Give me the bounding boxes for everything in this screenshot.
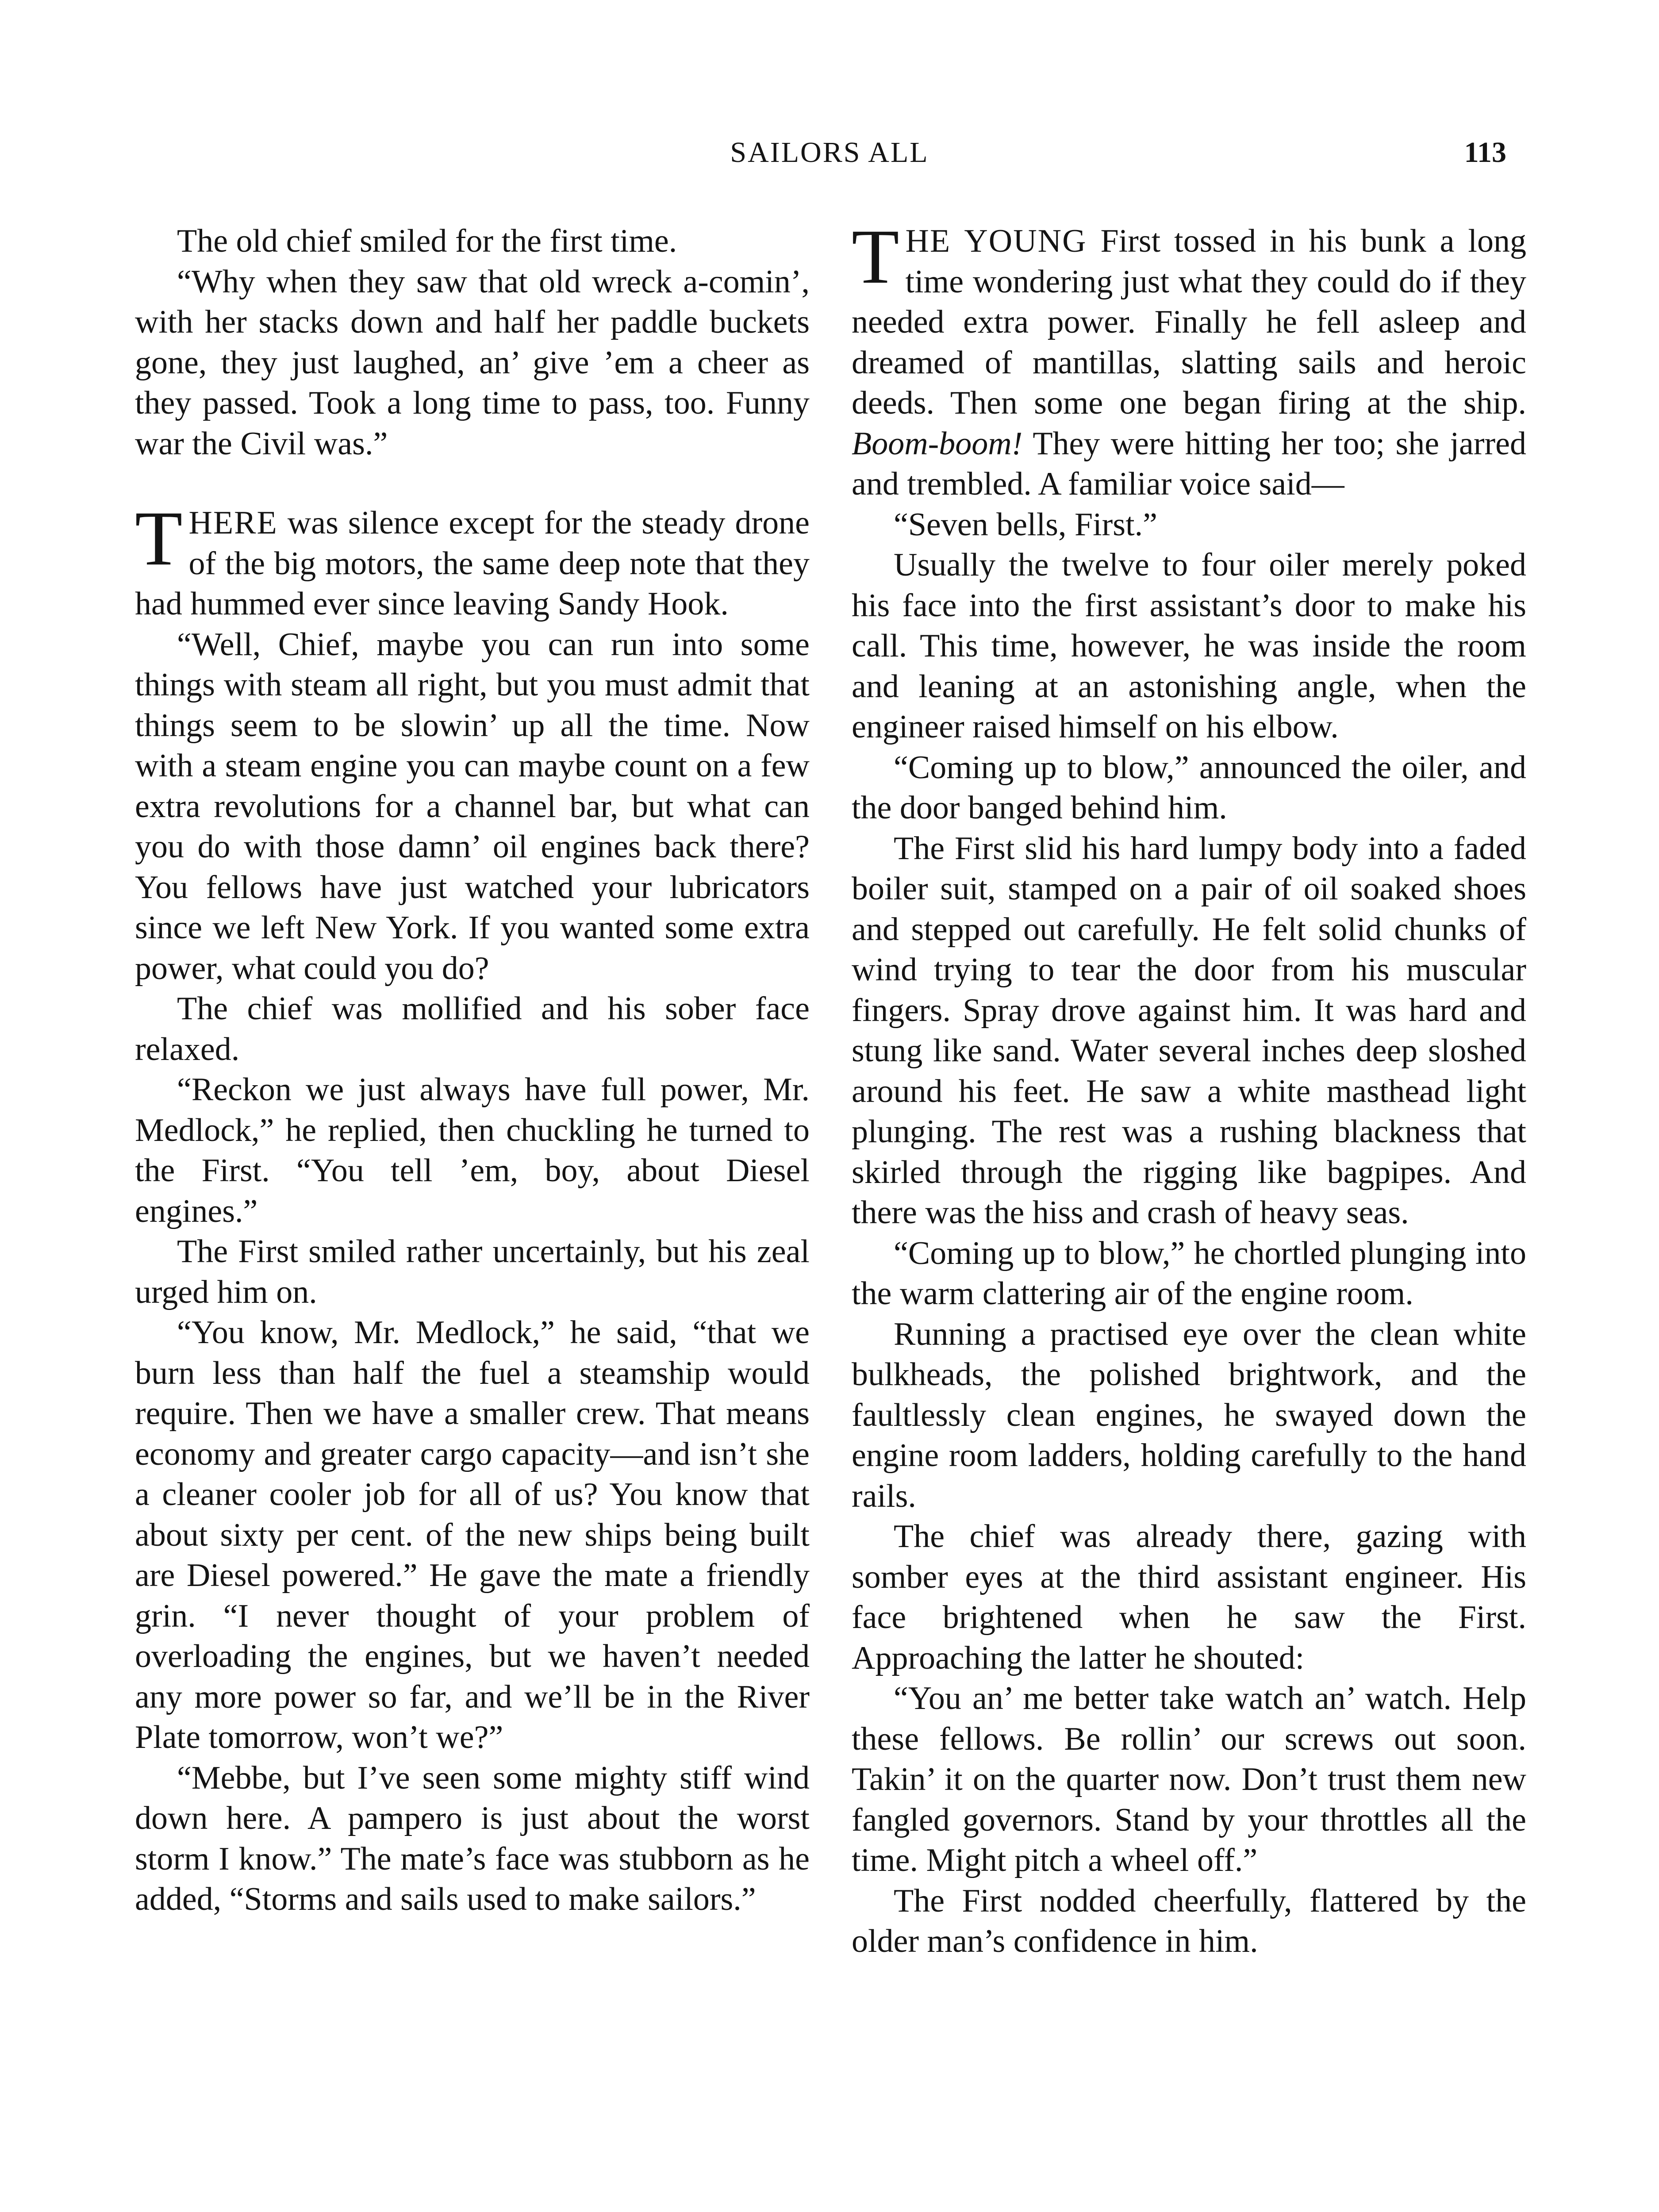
paragraph: The chief was already there, gazing with somber eyes at the third assistant engineer. His face brightened when he saw the First. Approaching the latter he shouted:: [852, 1518, 1526, 1676]
lead-in-caps: HE YOUNG: [905, 223, 1087, 259]
paragraph: “Mebbe, but I’ve seen some mighty stiff wind down here. A pampero is just about the worst storm I know.” The mate’s face was stubborn as he added, “Storms and sails used to make sailors.”: [135, 1759, 810, 1917]
paragraph: “Well, Chief, maybe you can run into some things with steam all right, but you must admit that things seem to be slowin’ up all the time. Now with a steam engine you can maybe count on a few extra revolutions for a channel bar, but what can you do with those damn’ oil engines back there? You fellows have just watched your lubricators since we left New York. If you wanted some extra power, what could you do?: [135, 626, 810, 987]
drop-cap: T: [135, 495, 183, 582]
paragraph-text: They were hitting her too; she jarred and trembled. A familiar voice said—: [852, 425, 1526, 502]
paragraph: The First nodded cheerfully, flattered by the older man’s confidence in him.: [852, 1882, 1526, 1959]
paragraph: “Why when they saw that old wreck a-comin’, with her stacks down and half her paddle buckets gone, they just laughed, an’ give ’em a cheer as they passed. Took a long time to pass, too. Funny war the Civil was.”: [135, 263, 810, 462]
paragraph: Usually the twelve to four oiler merely poked his face into the first assistant’s door to make his call. This time, however, he was inside the room and leaning at an astonishing angle, when the engineer raised himself on his elbow.: [852, 547, 1526, 745]
paragraph-text: First tossed in his bunk a long time wondering just what they could do if they needed extra power. Finally he fell asleep and dreamed of mantillas, slatting sails and heroic deeds. Then some one began firing at the ship.: [852, 223, 1526, 421]
paragraph: “Seven bells, First.”: [894, 506, 1158, 543]
paragraph: The old chief smiled for the first time.: [177, 223, 677, 259]
section-opening-paragraph: [135, 495, 810, 625]
drop-cap: T: [852, 221, 899, 300]
paragraph: Running a practised eye over the clean white bulkheads, the polished brightwork, and the faultlessly clean engines, he swayed down the engine room ladders, holding carefully to the hand rails.: [852, 1316, 1526, 1514]
paragraph: “Coming up to blow,” announced the oiler, and the door banged behind him.: [852, 749, 1526, 826]
paragraph: “Coming up to blow,” he chortled plunging into the warm clattering air of the engine room.: [852, 1235, 1526, 1312]
running-title: SAILORS ALL: [730, 136, 929, 169]
running-head: [0, 133, 1659, 173]
paragraph: “You know, Mr. Medlock,” he said, “that we burn less than half the fuel a steamship would require. Then we have a smaller crew. That means economy and greater cargo capacity—and isn’t she a cleaner cooler job for all of us? You know that about sixty per cent. of the new ships being built are Diesel powered.” He gave the mate a friendly grin. “I never thought of your problem of overloading the engines, but we haven’t needed any more power so far, and we’ll be in the River Plate tomorrow, won’t we?”: [135, 1314, 810, 1755]
section-opening-paragraph: [852, 221, 1526, 505]
lead-in-caps: HERE: [188, 505, 278, 541]
italic-text: Boom-boom!: [852, 425, 1023, 462]
paragraph: The First smiled rather uncertainly, but his zeal urged him on.: [135, 1233, 810, 1310]
paragraph-text: was silence except for the steady drone of the big motors, the same deep note that they had hummed ever since leaving Sandy Hook.: [135, 505, 810, 622]
paragraph: “You an’ me better take watch an’ watch. Help these fellows. Be rollin’ our screws out soon. Takin’ it on the quarter now. Don’t trust them new fangled governors. Stand by your throttles all the time. Might pitch a wheel off.”: [852, 1680, 1526, 1878]
left-column: [135, 221, 810, 2212]
paragraph: The chief was mollified and his sober face relaxed.: [135, 991, 810, 1068]
paragraph: “Reckon we just always have full power, Mr. Medlock,” he replied, then chuckling he turned to the First. “You tell ’em, boy, about Diesel engines.”: [135, 1071, 810, 1229]
paragraph: The First slid his hard lumpy body into a faded boiler suit, stamped on a pair of oil soaked shoes and stepped out carefully. He felt solid chunks of wind trying to tear the door from his muscular fingers. Spray drove against him. It was hard and stung like sand. Water several inches deep sloshed around his feet. He saw a white masthead light plunging. The rest was a rushing blackness that skirled through the rigging like bagpipes. And there was the hiss and crash of heavy seas.: [852, 830, 1526, 1231]
right-column: [852, 221, 1526, 2212]
page-number: 113: [1464, 136, 1506, 169]
